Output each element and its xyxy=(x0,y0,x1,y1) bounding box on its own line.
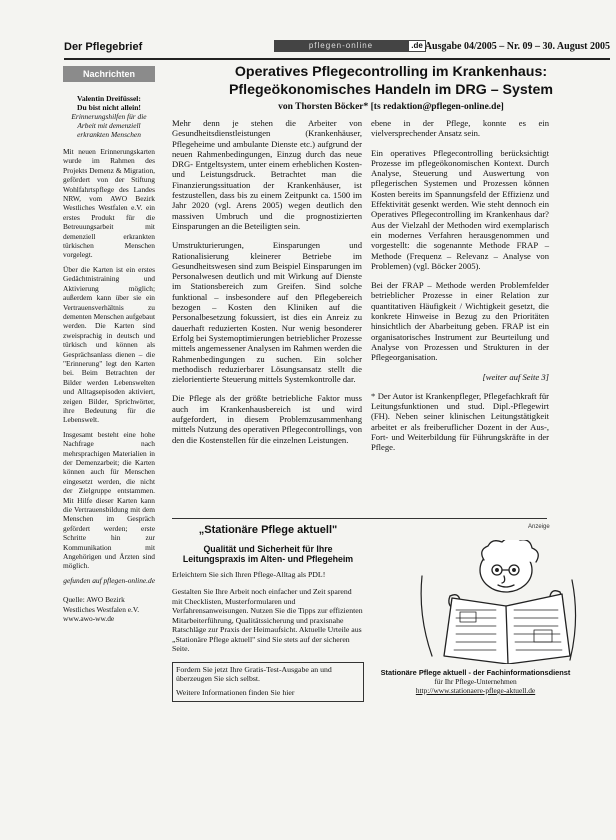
site-logo-tld: .de xyxy=(408,40,426,52)
sidebar-found-on: gefunden auf pflegen-online.de xyxy=(63,575,155,585)
article-paragraph: Die Pflege als der größte betriebliche Faktor muss auch im Krankenhausbereich ist und wird aufgefordert, in diesem Problemzusammenhang mittels Nutzung des operativen Pflegecontrollings, von den die Kostenstellen für die einzelnen Leistungen. xyxy=(172,393,362,445)
news-sidebar xyxy=(63,66,155,716)
ad-callout-link[interactable]: Weitere Informationen finden Sie hier xyxy=(176,687,295,697)
caption-title: Stationäre Pflege aktuell - der Fachinformationsdienst xyxy=(380,668,571,677)
continue-note: [weiter auf Seite 3] xyxy=(482,371,549,382)
ad-paragraph: Gestalten Sie Ihre Arbeit noch einfacher und Zeit sparend mit Checklisten, Musterformularen und Verfahrensanweisungen. Nutzen Sie die Tipps zur effizienten Mitarbeiterführung, Qualitätssicherung und praxisnahe Ratschläge zur Praxis der Heimaufsicht. Aktuelle Urteile aus „Stationäre Pflege aktuell" sind Sie stets auf der sicheren Seite. xyxy=(172,587,363,653)
sidebar-heading: Nachrichten xyxy=(63,66,155,82)
issue-info: Ausgabe 04/2005 – Nr. 09 – 30. August 2005 xyxy=(424,41,610,52)
newsletter-brand: Der Pflegebrief xyxy=(64,41,143,53)
sidebar-paragraph: Mit neuen Erinnerungskarten wurde im Rahmen des Projekts Demenz & Migration, gefördert von der Stiftung Wohlfahrtspflege des Landes NRW, vom AWO Bezirk Westliches Westfalen e.V. ein erstes Produkt für die Betreuungsarbeit mit demenziell erkrankten türkischen Menschen vorgelegt. xyxy=(63,147,155,260)
author-email-link[interactable]: [ts redaktion@pflegen-online.de] xyxy=(370,102,504,112)
article-paragraph: Mehr denn je stehen die Arbeiter von Gesundheitsdienstleistungen (Krankenhäuser, Pflegeheime und ambulante Dienste etc.) aufgrund der neuen Rahmenbedingungen, Einzug durch das neue DRG- Entgeltsystem, unter einem erheblichen Kosten- und Leistungsdruck. Betrachtet man die Finanzierungssituation der Krankenhäuser, ist festzustellen, dass bis zu einem Zeitpunkt ca. 1500 im Jahr 2020 (vgl. Arens 2005) wegen deutlich den massiven Umbruch und die prognostizierten Einsparungen an die Beteiligten sein. xyxy=(172,118,362,231)
sidebar-paragraph: Über die Karten ist ein erstes Gedächtnistraining und Aktivierung möglich; außerdem kann über sie ein Vertrauensverhältnis zu dementen Menschen aufgebaut werden. Die Karten sind zweisprachig in deutsch und türkisch und können als Gesprächsanlass dienen – die "Erinnerung" legt den Karten bei. Beim Betrachten der Bilder werden Lebenswelten und Alltagsepisoden aktiviert, zeigen Bilder, Sprichwörter, ihre Bedeutung für die Lebenswelt. xyxy=(63,264,155,425)
sidebar-source-url[interactable]: www.awo-ww.de xyxy=(63,614,115,624)
ad-illustration-caption xyxy=(373,668,578,695)
author-name: Thorsten Böcker* xyxy=(295,102,369,112)
caption-link[interactable]: http://www.stationaere-pflege-aktuell.de xyxy=(415,686,536,695)
sidebar-title: Valentin Dreifüssel: Du bist nicht allein! xyxy=(77,94,141,112)
article-paragraph: Ein operatives Pflegecontrolling berücksichtigt Prozesse im pflegeökonomischen Kontext. Durch Analyse, Steuerung und Auswertung von pflegerischen Systemen und Prozessen können Kosten bereits im Spannungsfeld der Effizienz und Effektivität gesenkt werden. Wie steht dennoch ein Operatives Pflegecontrolling im Krankenhaus dar? Aus der Vielzahl der Methoden wird exemplarisch ein modernes Verfahren herausgenommen und vorgestellt: die sogenannte Methode FRAP – Methode (Frequenz – Relevanz – Analyse von Problemen) (vgl. Böcker 2005). xyxy=(371,147,549,271)
sidebar-paragraph: Insgesamt besteht eine hohe Nachfrage nach mehrsprachigen Materialien in der Demenzarbeit; die Karten können auch für Menschen eingesetzt werden, die nicht der Zielgruppe entstammen. Mit Hilfe dieser Karten kann die Vertrauensbildung mit dem Menschen im Gespräch gefördert werden; erste Schritte hin zur Kommunikation mit Angehörigen und Ärzten sind möglich. xyxy=(63,429,155,571)
sidebar-intro: Erinnerungshilfen für die Arbeit mit demenziell erkrankten Menschen xyxy=(71,112,147,139)
page-header xyxy=(64,40,610,60)
article-paragraph: Bei der FRAP – Methode werden Problemfelder betrieblicher Prozesse in einer Relation zur quantitativen Häufigkeit / Wichtigkeit gesetzt, die konkrete Hinweise in Bezug zu den Prioritäten hinsichtlich der Abarbeitung geben. FRAP ist ein organisatorisches Instrument zur Beurteilung und Analyse von Prozessen und Strukturen in der Pflegeorganisation. xyxy=(371,280,549,363)
ad-paragraph: Erleichtern Sie sich Ihren Pflege-Alltag als PDL! xyxy=(172,569,326,579)
article-paragraph: ebene in der Pflege, konnte es ein vielversprechender Ansatz sein. xyxy=(371,118,549,139)
article-column-1 xyxy=(172,118,362,454)
byline-prefix: von xyxy=(278,102,293,112)
article-headline: Operatives Pflegecontrolling im Krankenhaus: Pflegeökonomisches Handeln im DRG – System xyxy=(228,64,554,98)
caption-subtitle: für Ihr Pflege-Unternehmen xyxy=(434,677,517,686)
ad-callout-box xyxy=(172,662,364,703)
advertisement xyxy=(172,524,364,702)
author-footnote: * Der Autor ist Krankenpfleger, Pflegefachkraft für Leitungsfunktionen und stud. Dipl.-Pflegewirt (FH). Neben seiner klinischen Leitungstätigkeit arbeitet er als freiberuflicher Dozent in der Aus-, Fort- und Weiterbildung für Führungskräfte in der Pflege. xyxy=(371,390,549,453)
site-logo: pflegen-online xyxy=(274,40,408,52)
ad-tag: Anzeige xyxy=(528,524,550,530)
article-paragraph: Umstrukturierungen, Einsparungen und Rationalisierung kleinerer Betriebe im Gesundheitswesen sind zum Beispiel Einsparungen im Personalwesen deutlich und mit Wirkung auf Dienste im Stationsbereich zum Greifen. Sind solche funktional – insbesondere auf den Pflegebereich bezogen – Kosten den Kliniken auf die Personalbesetzung fokussiert, ist dies ein Anreiz zu dauerhaft reduzierten Kosten. Nur wenig besonderer Erfolg bei Systemoptimierungen betrieblicher Prozesse mittels angemessener Analysen im Rahmen werden die Rahmenbedingungen zu suchen. Ein solcher methodisch reduzierbarer Lösungsansatz stellt die zielorientierte Steuerung mittels Systemkontrolle dar. xyxy=(172,240,362,385)
reading-person-illustration xyxy=(386,540,586,664)
ad-divider xyxy=(172,518,547,519)
ad-subtitle: Qualität und Sicherheit für Ihre Leitungspraxis im Alten- und Pflegeheim xyxy=(182,543,354,564)
article-byline xyxy=(172,102,610,112)
sidebar-source: Quelle: AWO Bezirk Westliches Westfalen e.V. xyxy=(63,595,140,614)
ad-title: „Stationäre Pflege aktuell" xyxy=(198,524,338,536)
article-column-2 xyxy=(371,118,549,462)
ad-callout-text: Fordern Sie jetzt Ihre Gratis-Test-Ausgabe an und überzeugen Sie sich selbst. xyxy=(176,664,332,683)
